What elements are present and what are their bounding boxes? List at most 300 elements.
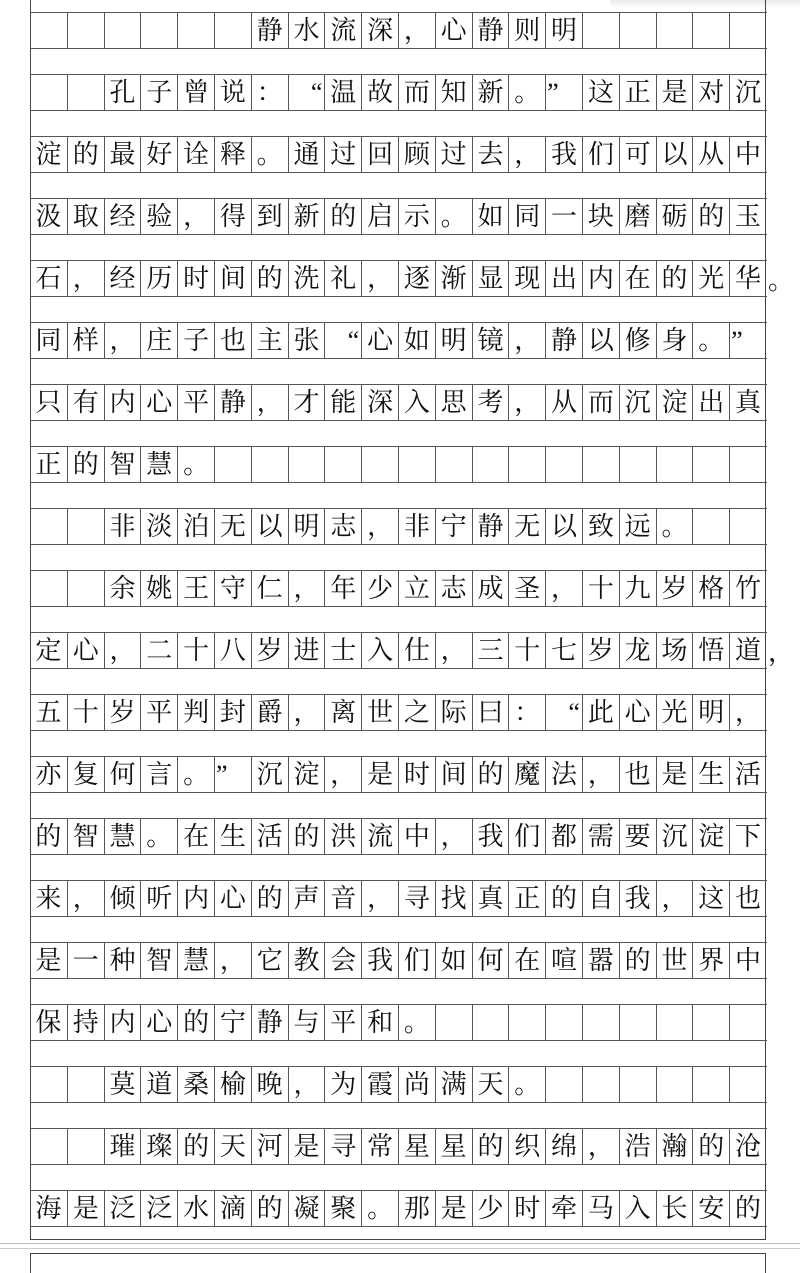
grid-cell: 心 [361, 323, 398, 358]
grid-cell: 判 [177, 695, 214, 730]
grid-cell: 进 [288, 633, 325, 668]
grid-row [30, 1004, 767, 1041]
grid-cell: 。 [177, 757, 214, 792]
grid-cell [545, 1005, 582, 1040]
grid-cell: 正 [35, 449, 62, 479]
grid-cell: 修 [619, 323, 656, 358]
grid-cell: 取 [67, 199, 104, 234]
grid-cell: 我 [472, 819, 509, 854]
grid-cell: 张 [288, 323, 325, 358]
grid-row [30, 756, 767, 793]
grid-cell: ， [361, 261, 398, 296]
grid-cell [582, 447, 619, 482]
grid-cell: 的 [251, 1191, 288, 1226]
grid-cell: 活 [251, 819, 288, 854]
grid-cell: 华 [729, 261, 766, 296]
grid-cell: 。 [656, 509, 693, 544]
grid-cell: ， [214, 943, 251, 978]
grid-cell: 温 [324, 75, 361, 110]
grid-cell: 新 [288, 199, 325, 234]
grid-cell: 它 [251, 943, 288, 978]
grid-cell: ： [508, 695, 545, 730]
grid-cell: 的 [692, 1129, 729, 1164]
grid-cell: 绵 [545, 1129, 582, 1164]
grid-cell: 智 [104, 447, 141, 482]
grid-cell: 十 [508, 633, 545, 668]
grid-cell: 士 [324, 633, 361, 668]
grid-cell [508, 447, 545, 482]
grid-cell: 明 [692, 695, 729, 730]
grid-cell: 水 [177, 1191, 214, 1226]
grid-cell: 如 [472, 199, 509, 234]
grid-cell [656, 1067, 693, 1102]
grid-cell: 璀 [104, 1129, 141, 1164]
grid-cell: 我 [361, 943, 398, 978]
grid-cell: 离 [324, 695, 361, 730]
grid-cell [729, 1067, 766, 1102]
page-separator [0, 1248, 800, 1249]
grid-cell: 复 [67, 757, 104, 792]
grid-cell: 的 [35, 821, 62, 851]
grid-cell: 我 [619, 881, 656, 916]
grid-cell: 明 [545, 13, 582, 48]
grid-cell [30, 571, 67, 606]
grid-cell: 慧 [104, 819, 141, 854]
grid-cell: 经 [104, 261, 141, 296]
grid-cell: 和 [361, 1005, 398, 1040]
grid-cell [67, 13, 104, 48]
grid-cell: 在 [177, 819, 214, 854]
grid-cell [140, 13, 177, 48]
grid-cell: 九 [619, 571, 656, 606]
grid-cell: 光 [692, 261, 729, 296]
grid-cell: ， [251, 385, 288, 420]
grid-cell [104, 13, 141, 48]
grid-cell: 生 [214, 819, 251, 854]
grid-cell: 时 [398, 757, 435, 792]
grid-cell: 如 [398, 323, 435, 358]
page-separator [0, 1243, 800, 1244]
grid-cell: 竹 [729, 571, 766, 606]
grid-cell: 出 [545, 261, 582, 296]
grid-cell: 到 [251, 199, 288, 234]
grid-row [30, 818, 767, 855]
grid-cell: 间 [435, 757, 472, 792]
grid-cell: 少 [361, 571, 398, 606]
grid-cell: 故 [361, 75, 398, 110]
grid-cell: ” [545, 75, 582, 110]
grid-cell: 则 [508, 13, 545, 48]
grid-cell: 。 [140, 819, 177, 854]
grid-cell: 的 [545, 881, 582, 916]
grid-cell: 释 [214, 137, 251, 172]
grid-cell: ， [508, 137, 545, 172]
grid-cell: 海 [35, 1193, 62, 1223]
grid-cell: 何 [104, 757, 141, 792]
grid-cell: ， [435, 819, 472, 854]
grid-cell: 一 [67, 943, 104, 978]
grid-cell: 世 [361, 695, 398, 730]
grid-cell: 是 [435, 1191, 472, 1226]
grid-cell: 界 [692, 943, 729, 978]
grid-cell: 霞 [361, 1067, 398, 1102]
grid-cell: 时 [177, 261, 214, 296]
grid-cell: 。 [692, 323, 729, 358]
grid-cell [619, 1067, 656, 1102]
grid-cell: 。 [251, 137, 288, 172]
grid-cell: 心 [67, 633, 104, 668]
grid-cell: 十 [177, 633, 214, 668]
grid-cell: 七 [545, 633, 582, 668]
grid-cell: 平 [140, 695, 177, 730]
grid-cell: 子 [177, 323, 214, 358]
grid-cell: 无 [508, 509, 545, 544]
grid-cell: 音 [324, 881, 361, 916]
grid-cell: 淀 [692, 819, 729, 854]
grid-cell [656, 1005, 693, 1040]
grid-cell [214, 447, 251, 482]
grid-cell: 十 [67, 695, 104, 730]
grid-cell: 。 [435, 199, 472, 234]
grid-cell: 这 [692, 881, 729, 916]
grid-cell: 天 [472, 1067, 509, 1102]
grid-cell: 石 [35, 263, 62, 293]
grid-cell [508, 1005, 545, 1040]
grid-cell: 沧 [729, 1129, 766, 1164]
grid-cell: 洗 [288, 261, 325, 296]
grid-cell: 玉 [729, 199, 766, 234]
grid-cell: 也 [214, 323, 251, 358]
grid-row [30, 1066, 767, 1103]
grid-cell: 的 [729, 1191, 766, 1226]
grid-cell: 慧 [140, 447, 177, 482]
grid-cell: 。 [177, 447, 214, 482]
grid-cell: 可 [619, 137, 656, 172]
grid-cell: 真 [472, 881, 509, 916]
grid-cell: 以 [582, 323, 619, 358]
grid-cell [582, 1067, 619, 1102]
grid-cell: 倾 [104, 881, 141, 916]
grid-cell: 内 [582, 261, 619, 296]
grid-cell: 需 [582, 819, 619, 854]
grid-cell: 块 [582, 199, 619, 234]
grid-cell: 保 [35, 1007, 62, 1037]
grid-cell: 磨 [619, 199, 656, 234]
grid-cell: 同 [35, 325, 62, 355]
grid-cell: 格 [692, 571, 729, 606]
grid-cell: 法 [545, 757, 582, 792]
grid-cell: ， [582, 757, 619, 792]
grid-cell: 星 [398, 1129, 435, 1164]
grid-cell: 的 [67, 137, 104, 172]
grid-cell [582, 1005, 619, 1040]
grid-cell: 从 [692, 137, 729, 172]
grid-cell: ， [104, 323, 141, 358]
overflow-punctuation: ， [768, 638, 795, 667]
grid-cell: 出 [692, 385, 729, 420]
grid-cell: 好 [140, 137, 177, 172]
grid-cell: 们 [398, 943, 435, 978]
grid-row [30, 632, 795, 669]
grid-cell [30, 13, 67, 48]
grid-cell: ” [214, 757, 251, 792]
grid-cell [729, 509, 766, 544]
grid-cell: 宁 [435, 509, 472, 544]
grid-cell: 如 [435, 943, 472, 978]
grid-cell: 二 [140, 633, 177, 668]
grid-cell [251, 447, 288, 482]
grid-cell: 场 [656, 633, 693, 668]
grid-cell: 沉 [729, 75, 766, 110]
grid-cell: 声 [288, 881, 325, 916]
grid-cell: 淀 [288, 757, 325, 792]
grid-cell: 显 [472, 261, 509, 296]
grid-cell: “ [288, 75, 325, 110]
grid-cell: 榆 [214, 1067, 251, 1102]
grid-cell: 为 [324, 1067, 361, 1102]
grid-cell: 现 [508, 261, 545, 296]
grid-cell: 封 [214, 695, 251, 730]
grid-cell: 岁 [104, 695, 141, 730]
grid-cell [692, 1067, 729, 1102]
grid-cell: 以 [545, 509, 582, 544]
grid-cell: 岁 [656, 571, 693, 606]
grid-cell: 明 [288, 509, 325, 544]
grid-cell: ， [545, 571, 582, 606]
grid-cell [398, 447, 435, 482]
grid-cell: 此 [582, 695, 619, 730]
grid-cell [67, 571, 104, 606]
grid-cell: ， [67, 261, 104, 296]
grid-cell [472, 447, 509, 482]
grid-row [30, 694, 767, 731]
grid-cell: 最 [104, 137, 141, 172]
grid-cell: 一 [545, 199, 582, 234]
grid-cell: 静 [214, 385, 251, 420]
grid-cell [214, 13, 251, 48]
grid-row [30, 12, 767, 49]
grid-cell: 那 [398, 1191, 435, 1226]
grid-cell: 历 [140, 261, 177, 296]
grid-cell: 回 [361, 137, 398, 172]
grid-cell: 三 [472, 633, 509, 668]
grid-row [30, 136, 767, 173]
grid-cell: 的 [67, 447, 104, 482]
grid-cell: 以 [251, 509, 288, 544]
grid-cell: 通 [288, 137, 325, 172]
essay-grid-paper [30, 0, 795, 1240]
grid-cell [619, 1005, 656, 1040]
grid-cell: 在 [508, 943, 545, 978]
grid-cell: 满 [435, 1067, 472, 1102]
grid-cell: ， [729, 695, 766, 730]
grid-cell: 非 [398, 509, 435, 544]
grid-cell: 子 [140, 75, 177, 110]
grid-cell: 的 [656, 261, 693, 296]
grid-cell: ， [361, 509, 398, 544]
grid-cell: “ [545, 695, 582, 730]
grid-cell: 与 [288, 1005, 325, 1040]
grid-cell: ， [582, 1129, 619, 1164]
grid-cell [692, 13, 729, 48]
grid-cell: 活 [729, 757, 766, 792]
grid-cell: 何 [472, 943, 509, 978]
grid-cell: 静 [472, 509, 509, 544]
grid-cell: ， [177, 199, 214, 234]
grid-row [30, 198, 767, 235]
grid-cell: 悟 [692, 633, 729, 668]
grid-cell [67, 1067, 104, 1102]
grid-cell [619, 13, 656, 48]
grid-cell: 平 [177, 385, 214, 420]
grid-cell: ： [251, 75, 288, 110]
grid-cell: 亦 [35, 759, 62, 789]
grid-row [30, 570, 767, 607]
grid-cell: 深 [361, 13, 398, 48]
grid-cell: 而 [398, 75, 435, 110]
grid-cell: 是 [361, 757, 398, 792]
grid-cell: 以 [656, 137, 693, 172]
grid-cell: 内 [177, 881, 214, 916]
grid-row [30, 1190, 767, 1227]
grid-cell: 静 [545, 323, 582, 358]
grid-cell: 星 [435, 1129, 472, 1164]
grid-cell: 去 [472, 137, 509, 172]
grid-cell: 是 [67, 1191, 104, 1226]
grid-cell: 我 [545, 137, 582, 172]
grid-cell: 慧 [177, 943, 214, 978]
grid-cell: 明 [435, 323, 472, 358]
grid-cell: 淀 [656, 385, 693, 420]
grid-cell: 岁 [582, 633, 619, 668]
grid-cell: 洪 [324, 819, 361, 854]
grid-cell: 嚣 [582, 943, 619, 978]
grid-cell [545, 447, 582, 482]
grid-cell: 远 [619, 509, 656, 544]
grid-cell: 心 [214, 881, 251, 916]
grid-cell: 中 [398, 819, 435, 854]
grid-cell: 间 [214, 261, 251, 296]
grid-cell: 的 [251, 261, 288, 296]
grid-cell: 曾 [177, 75, 214, 110]
grid-cell: 成 [472, 571, 509, 606]
grid-cell: 持 [67, 1005, 104, 1040]
next-page-grid [30, 1253, 766, 1273]
grid-cell: 。 [361, 1191, 398, 1226]
grid-cell: 的 [692, 199, 729, 234]
grid-cell: 淀 [35, 139, 62, 169]
grid-cell: 浩 [619, 1129, 656, 1164]
grid-cell: 内 [104, 1005, 141, 1040]
grid-cell: 寻 [324, 1129, 361, 1164]
grid-cell: 王 [177, 571, 214, 606]
grid-cell: 五 [35, 697, 62, 727]
grid-cell [729, 13, 766, 48]
grid-cell: 启 [361, 199, 398, 234]
grid-cell [67, 509, 104, 544]
grid-cell [582, 13, 619, 48]
grid-cell: 要 [619, 819, 656, 854]
grid-cell: 少 [472, 1191, 509, 1226]
grid-cell: 顾 [398, 137, 435, 172]
grid-row [30, 1128, 767, 1165]
grid-cell: 自 [582, 881, 619, 916]
grid-cell: 静 [251, 13, 288, 48]
grid-cell: 水 [288, 13, 325, 48]
grid-cell: 璨 [140, 1129, 177, 1164]
grid-cell: ， [288, 1067, 325, 1102]
grid-cell: 会 [324, 943, 361, 978]
grid-cell: 际 [435, 695, 472, 730]
grid-cell: 淡 [140, 509, 177, 544]
grid-cell [67, 75, 104, 110]
grid-cell: ， [398, 13, 435, 48]
grid-cell: 的 [251, 881, 288, 916]
grid-cell: 得 [214, 199, 251, 234]
grid-cell: 平 [324, 1005, 361, 1040]
grid-cell: 定 [35, 635, 62, 665]
grid-cell: 龙 [619, 633, 656, 668]
grid-cell: 们 [508, 819, 545, 854]
grid-cell: 来 [35, 883, 62, 913]
grid-cell: 入 [619, 1191, 656, 1226]
grid-cell: 对 [692, 75, 729, 110]
grid-cell: 年 [324, 571, 361, 606]
grid-cell: 泊 [177, 509, 214, 544]
grid-cell: 正 [508, 881, 545, 916]
grid-cell: 而 [582, 385, 619, 420]
grid-row [30, 322, 767, 359]
grid-cell: 诠 [177, 137, 214, 172]
grid-cell: 思 [435, 385, 472, 420]
grid-cell: 也 [619, 757, 656, 792]
grid-cell: 深 [361, 385, 398, 420]
grid-cell: 找 [435, 881, 472, 916]
grid-cell: 的 [324, 199, 361, 234]
grid-cell: 莫 [104, 1067, 141, 1102]
grid-cell: 同 [508, 199, 545, 234]
grid-cell: 这 [582, 75, 619, 110]
grid-cell: 桑 [177, 1067, 214, 1102]
grid-cell: 智 [67, 819, 104, 854]
grid-cell [656, 447, 693, 482]
grid-cell: 中 [729, 943, 766, 978]
grid-cell: 道 [729, 633, 766, 668]
grid-cell: 知 [435, 75, 472, 110]
grid-cell [729, 447, 766, 482]
grid-cell: 只 [35, 387, 62, 417]
grid-cell: 们 [582, 137, 619, 172]
grid-cell: 余 [104, 571, 141, 606]
grid-cell: 示 [398, 199, 435, 234]
grid-cell: 渐 [435, 261, 472, 296]
grid-cell: 心 [435, 13, 472, 48]
grid-cell [288, 447, 325, 482]
grid-cell: 的 [288, 819, 325, 854]
grid-cell [435, 1005, 472, 1040]
grid-cell: 主 [251, 323, 288, 358]
grid-cell: 考 [472, 385, 509, 420]
grid-cell: 沉 [619, 385, 656, 420]
grid-cell: 之 [398, 695, 435, 730]
grid-cell: 过 [435, 137, 472, 172]
grid-cell: ， [67, 881, 104, 916]
grid-cell: ， [435, 633, 472, 668]
grid-cell: 真 [729, 385, 766, 420]
grid-cell: 泛 [140, 1191, 177, 1226]
grid-cell: 入 [361, 633, 398, 668]
grid-cell: 天 [214, 1129, 251, 1164]
